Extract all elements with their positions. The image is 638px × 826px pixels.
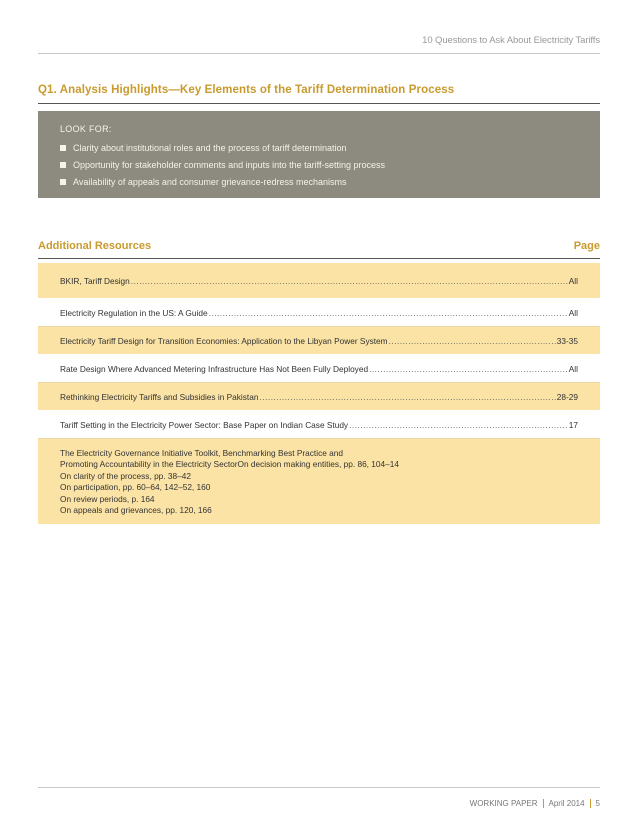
resource-page: 33-35 bbox=[556, 335, 578, 346]
section-title: Q1. Analysis Highlights—Key Elements of the Tariff Determination Process bbox=[38, 84, 455, 96]
resource-row[interactable] bbox=[38, 411, 600, 439]
resources-table bbox=[38, 263, 600, 524]
resource-title: Electricity Regulation in the US: A Guide bbox=[60, 307, 208, 318]
resource-title: Electricity Tariff Design for Transition Economies: Application to the Libyan Power System bbox=[60, 335, 388, 346]
footer-rule bbox=[38, 787, 600, 788]
multi-title-line1: The Electricity Governance Initiative Toolkit, Benchmarking Best Practice and bbox=[60, 447, 343, 458]
square-bullet-icon bbox=[60, 179, 66, 185]
square-bullet-icon bbox=[60, 145, 66, 151]
resource-row[interactable] bbox=[38, 263, 600, 299]
dot-leader bbox=[349, 420, 568, 430]
resource-page: 28-29 bbox=[556, 391, 578, 402]
look-for-heading: LOOK FOR: bbox=[60, 124, 112, 134]
section-title-rule bbox=[38, 103, 600, 104]
resource-row[interactable] bbox=[38, 355, 600, 383]
running-head: 10 Questions to Ask About Electricity Tariffs bbox=[422, 35, 600, 46]
resource-title: Rate Design Where Advanced Metering Infrastructure Has Not Been Fully Deployed bbox=[60, 363, 369, 374]
page-column-heading: Page bbox=[573, 240, 600, 252]
multi-entry-line bbox=[60, 459, 578, 471]
dot-leader bbox=[369, 364, 568, 374]
multi-entry: On decision making entities, pp. 86, 104–14 bbox=[237, 459, 399, 470]
multi-entry: On appeals and grievances, pp. 120, 166 bbox=[60, 505, 212, 516]
dot-leader bbox=[259, 392, 555, 402]
dot-leader bbox=[131, 276, 568, 286]
resource-page: All bbox=[568, 307, 578, 318]
footer-divider bbox=[543, 799, 544, 808]
look-for-item-text: Opportunity for stakeholder comments and inputs into the tariff-setting process bbox=[73, 159, 385, 170]
look-for-item bbox=[60, 139, 600, 156]
look-for-item-text: Availability of appeals and consumer grievance-redress mechanisms bbox=[73, 176, 347, 187]
footer-divider bbox=[590, 799, 591, 808]
look-for-box bbox=[38, 111, 600, 198]
multi-title-line2: Promoting Accountability in the Electricity Sector bbox=[60, 459, 238, 470]
resource-title: BKIR, Tariff Design bbox=[60, 275, 130, 286]
resources-heading: Additional Resources bbox=[38, 240, 152, 252]
square-bullet-icon bbox=[60, 162, 66, 168]
resource-page: All bbox=[568, 363, 578, 374]
resource-page: All bbox=[568, 275, 578, 286]
page-number: 5 bbox=[595, 799, 600, 808]
resource-row[interactable] bbox=[38, 383, 600, 411]
header-rule bbox=[38, 53, 600, 54]
multi-entry-line bbox=[60, 482, 578, 494]
look-for-item bbox=[60, 173, 600, 190]
footer-date: April 2014 bbox=[548, 799, 585, 808]
resource-row[interactable] bbox=[38, 327, 600, 355]
footer-label: WORKING PAPER bbox=[469, 799, 538, 808]
multi-entry: On review periods, p. 164 bbox=[60, 493, 155, 504]
multi-title-line bbox=[60, 447, 578, 459]
multi-entry-line bbox=[60, 493, 578, 505]
look-for-item bbox=[60, 156, 600, 173]
resource-row-multi[interactable] bbox=[38, 439, 600, 524]
resource-title: Tariff Setting in the Electricity Power Sector: Base Paper on Indian Case Study bbox=[60, 419, 349, 430]
footer bbox=[470, 799, 600, 808]
resources-header bbox=[38, 240, 600, 252]
resource-page: 17 bbox=[568, 419, 578, 430]
multi-entry-line bbox=[60, 505, 578, 517]
dot-leader bbox=[389, 336, 556, 346]
multi-entry: On participation, pp. 60–64, 142–52, 160 bbox=[60, 482, 211, 493]
resource-row[interactable] bbox=[38, 299, 600, 327]
resource-title: Rethinking Electricity Tariffs and Subsidies in Pakistan bbox=[60, 391, 259, 402]
dot-leader bbox=[209, 308, 568, 318]
look-for-item-text: Clarity about institutional roles and the process of tariff determination bbox=[73, 142, 347, 153]
resources-rule bbox=[38, 258, 600, 259]
multi-entry-line bbox=[60, 470, 578, 482]
multi-entry: On clarity of the process, pp. 38–42 bbox=[60, 470, 191, 481]
